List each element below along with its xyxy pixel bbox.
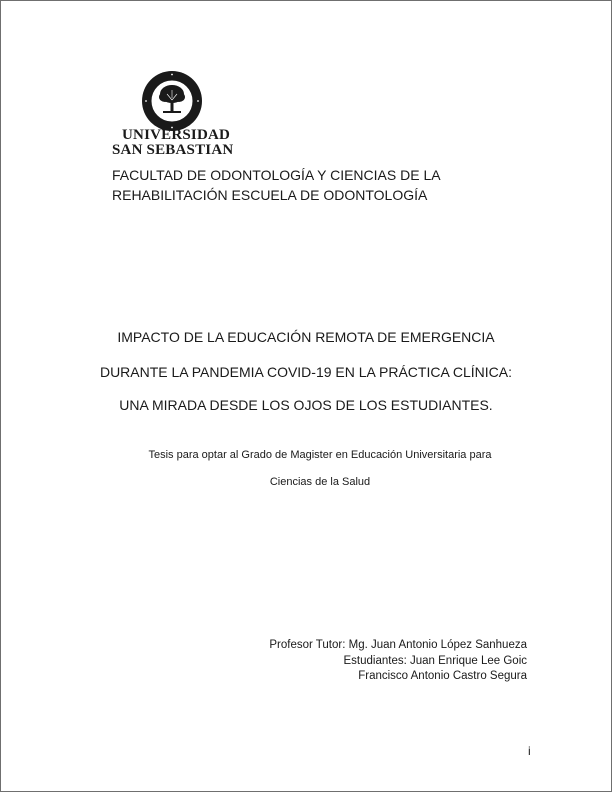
thesis-title-line1: IMPACTO DE LA EDUCACIÓN REMOTA DE EMERGENCIA [117, 329, 495, 345]
thesis-title-line3: UNA MIRADA DESDE LOS OJOS DE LOS ESTUDIANTES. [119, 397, 493, 413]
university-seal-icon [141, 70, 203, 132]
thesis-title-line2: DURANTE LA PANDEMIA COVID-19 EN LA PRÁCTICA CLÍNICA: [99, 364, 513, 380]
faculty-heading-line1: FACULTAD DE ODONTOLOGÍA Y CIENCIAS DE LA [112, 167, 441, 183]
university-name-line1: UNIVERSIDAD [122, 127, 231, 143]
degree-statement-line2: Ciencias de la Salud [269, 476, 371, 488]
university-name-line2: SAN SEBASTIAN [112, 142, 234, 158]
degree-statement-line1: Tesis para optar al Grado de Magister en Educación Universitaria para [148, 449, 492, 461]
page-number: i [528, 744, 531, 758]
students-credit-line1: Estudiantes: Juan Enrique Lee Goic [343, 655, 527, 667]
tutor-credit: Profesor Tutor: Mg. Juan Antonio López Sanhueza [269, 639, 527, 651]
faculty-heading-line2: REHABILITACIÓN ESCUELA DE ODONTOLOGÍA [112, 187, 428, 203]
students-credit-line2: Francisco Antonio Castro Segura [358, 670, 527, 682]
